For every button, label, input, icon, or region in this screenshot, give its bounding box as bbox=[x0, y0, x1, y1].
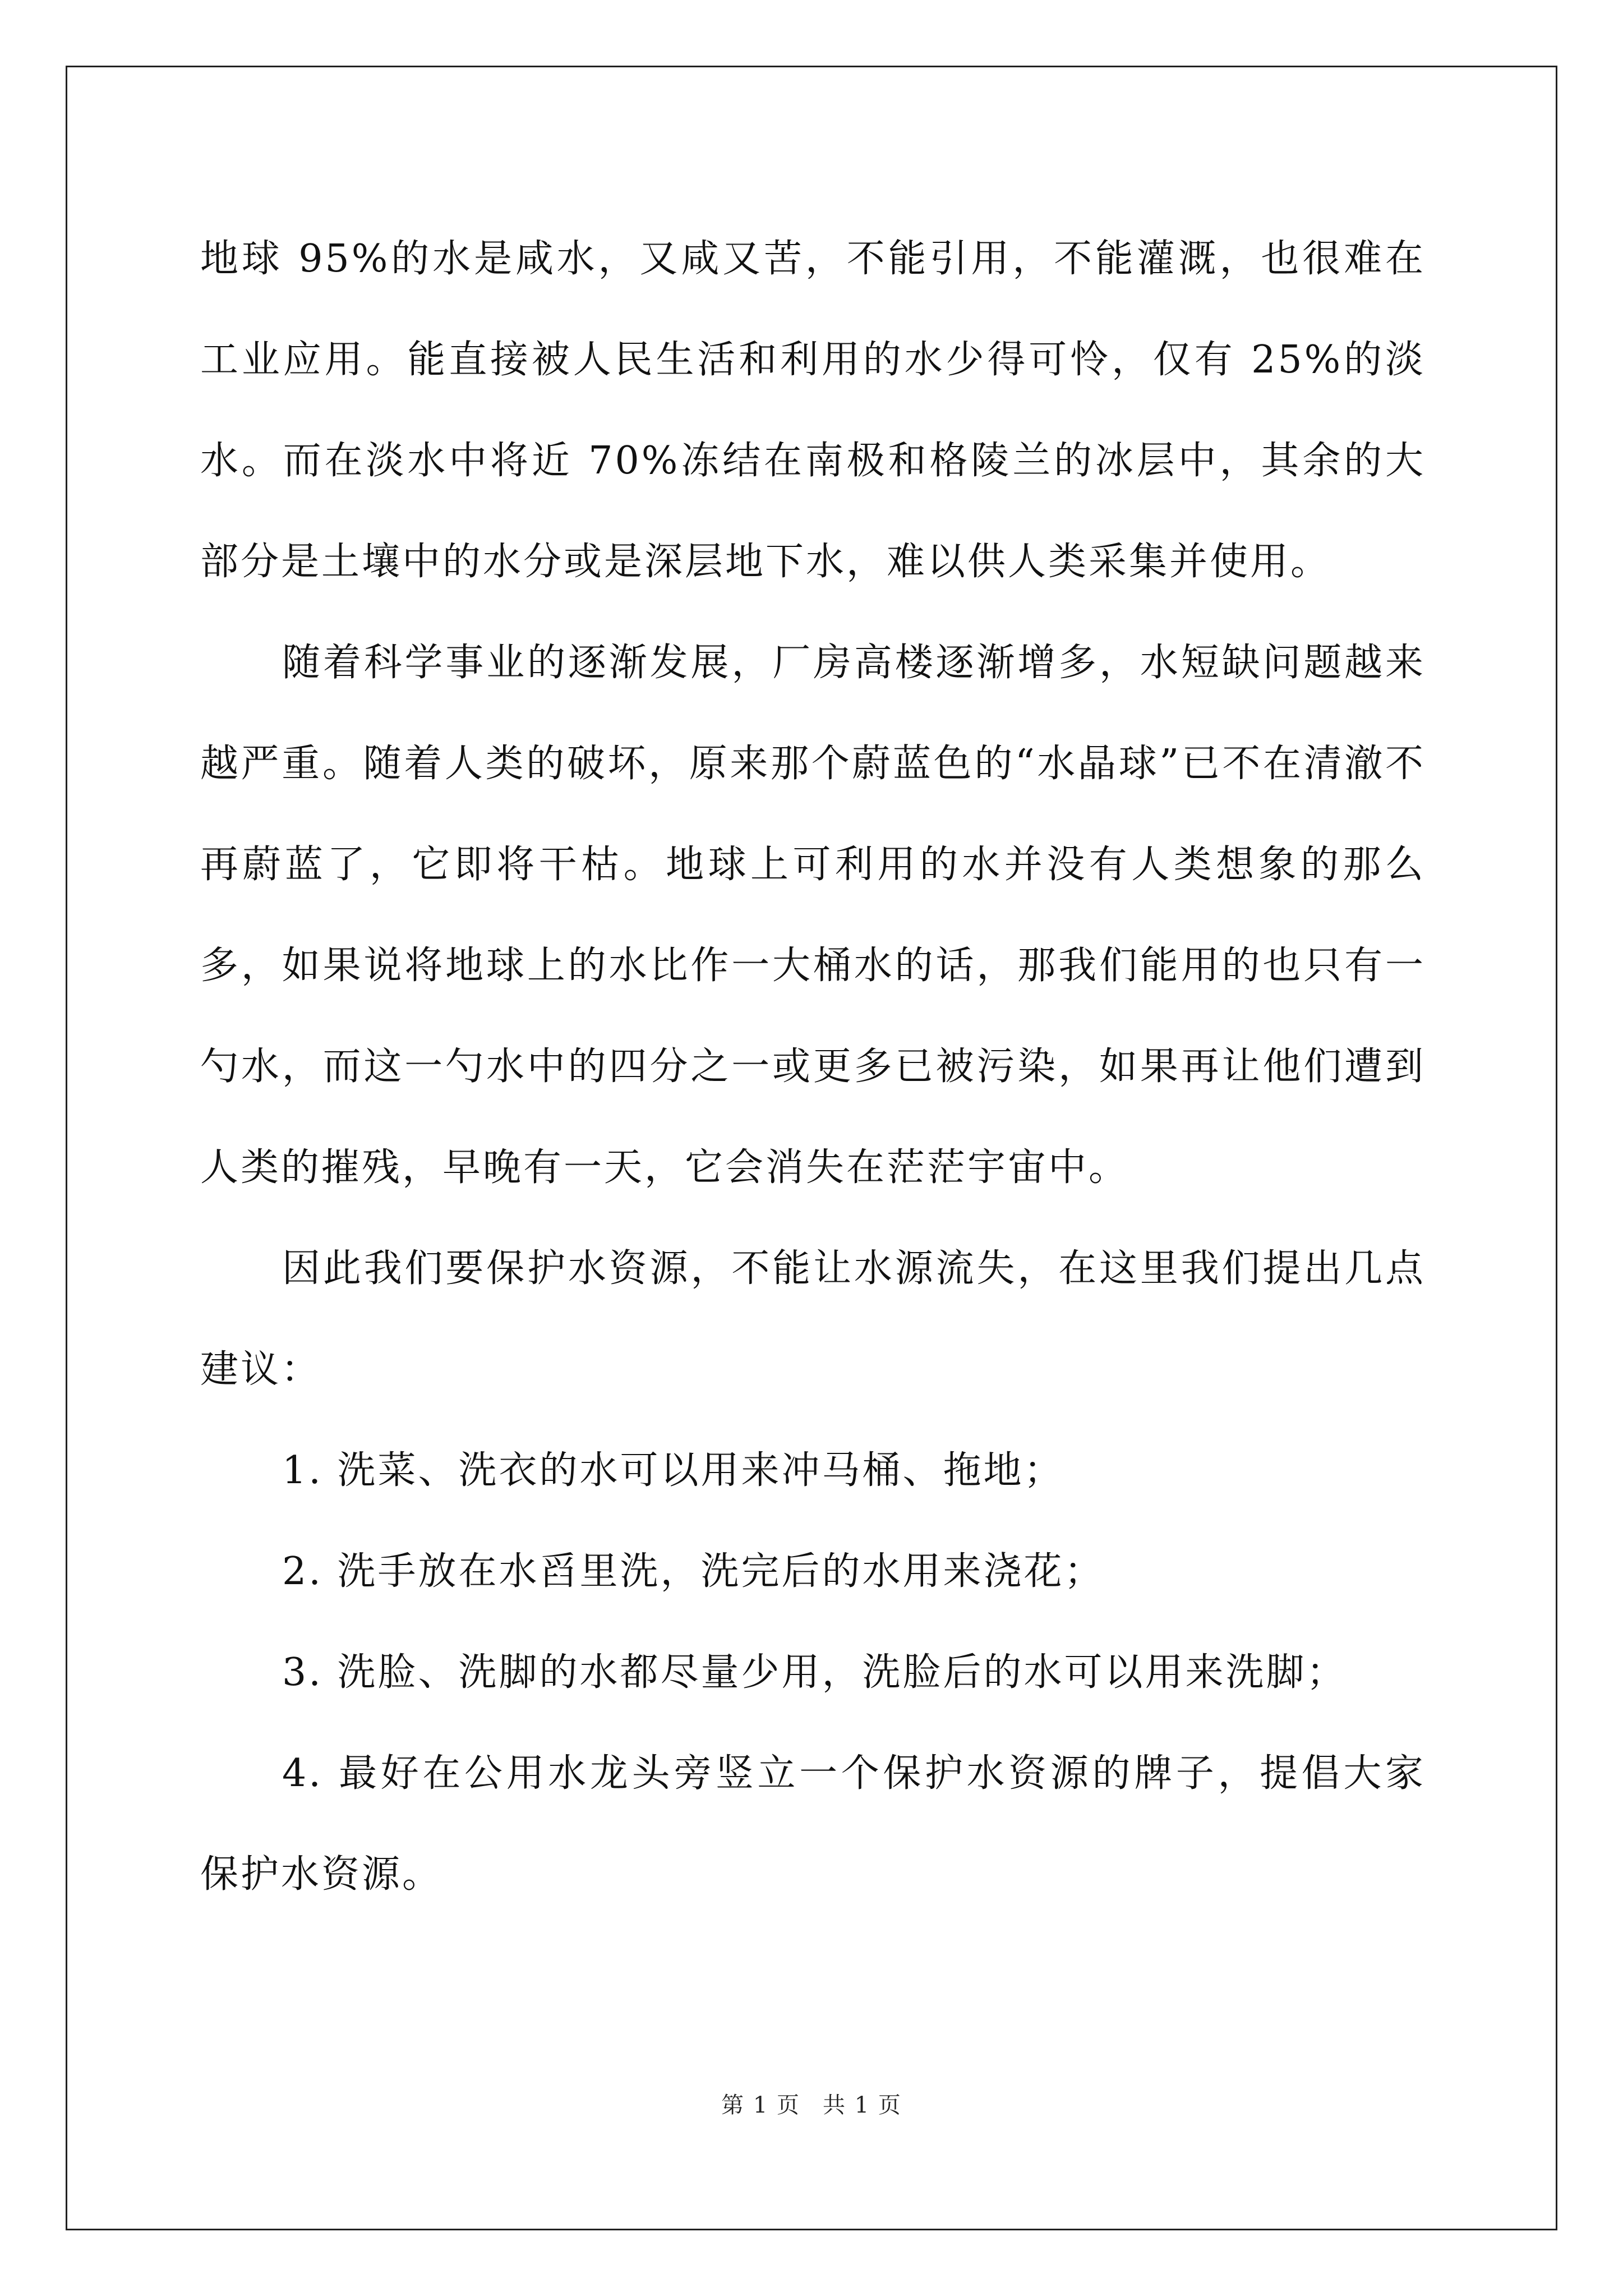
list-item-suggestion-3: 3. 洗脸、洗脚的水都尽量少用，洗脸后的水可以用来洗脚； bbox=[282, 1650, 1347, 1695]
list-item-suggestion-1: 1. 洗菜、洗衣的水可以用来冲马桶、拖地； bbox=[282, 1448, 1064, 1493]
page-footer bbox=[0, 2090, 1623, 2121]
page-number: 第 1 页 bbox=[721, 2092, 800, 2118]
list-item-suggestion-2: 2. 洗手放在水舀里洗，洗完后的水用来浇花； bbox=[282, 1549, 1105, 1594]
paragraph-water-crisis: 随着科学事业的逐渐发展，厂房高楼逐渐增多，水短缺问题越来越严重。随着人类的破坏，原来那个蔚蓝色的“水晶球”已不在清澈不再蔚蓝了，它即将干枯。地球上可利用的水并没有人类想象的那么多，如果说将地球上的水比作一大桶水的话，那我们能用的也只有一勺水，而这一勺水中的四分之一或更多已被污染，如果再让他们遭到人类的摧残，早晚有一天，它会消失在茫茫宇宙中。 bbox=[200, 641, 1426, 1190]
document-body bbox=[200, 209, 1426, 1925]
page-total: 共 1 页 bbox=[823, 2092, 902, 2118]
list-item-suggestion-4: 4. 最好在公用水龙头旁竖立一个保护水资源的牌子，提倡大家保护水资源。 bbox=[200, 1751, 1426, 1897]
paragraph-water-facts: 地球 95%的水是咸水，又咸又苦，不能引用，不能灌溉，也很难在工业应用。能直接被人民生活和利用的水少得可怜，仅有 25%的淡水。而在淡水中将近 70%冻结在南极和格陵兰的冰层中，其余的大部分是土壤中的水分或是深层地下水，难以供人类采集并使用。 bbox=[200, 237, 1426, 584]
paragraph-suggestions-intro: 因此我们要保护水资源，不能让水源流失，在这里我们提出几点建议： bbox=[200, 1246, 1426, 1392]
